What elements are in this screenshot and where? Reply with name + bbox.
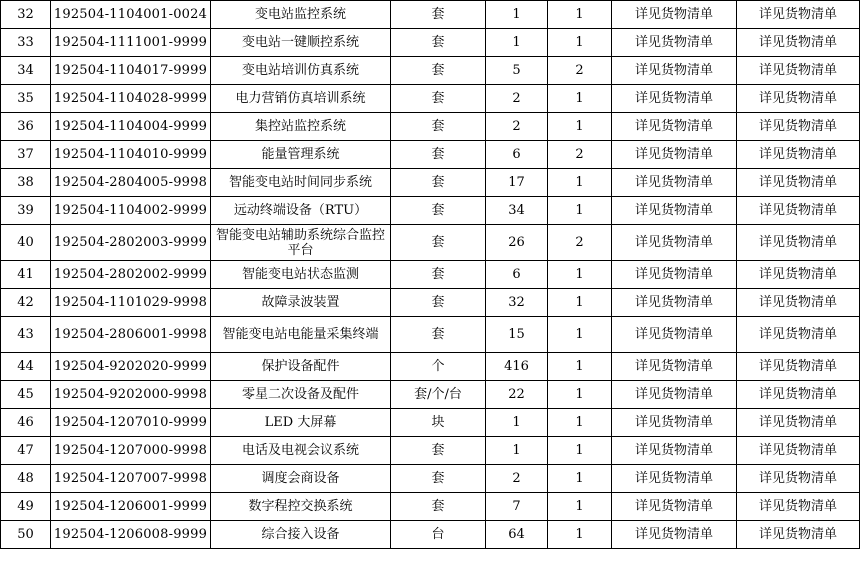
quantity-cell: 15 [486,317,548,353]
table-row [1,85,860,113]
note-ref-cell: 详见货物清单 [737,381,860,409]
row-number-cell: 41 [1,261,51,289]
spec-ref-cell: 详见货物清单 [612,141,737,169]
quantity-cell: 2 [486,85,548,113]
quantity-cell: 17 [486,169,548,197]
item-name-cell: 电话及电视会议系统 [211,437,391,465]
quantity-cell: 64 [486,521,548,549]
quantity-cell: 2 [486,465,548,493]
package-cell: 1 [548,261,612,289]
spec-ref-cell: 详见货物清单 [612,85,737,113]
table-row [1,465,860,493]
note-ref-cell: 详见货物清单 [737,197,860,225]
item-code-cell: 192504-1104010-9999 [51,141,211,169]
item-name-cell: 电力营销仿真培训系统 [211,85,391,113]
table-row [1,29,860,57]
package-cell: 1 [548,169,612,197]
note-ref-cell: 详见货物清单 [737,289,860,317]
unit-cell: 套 [391,57,486,85]
unit-cell: 套/个/台 [391,381,486,409]
note-ref-cell: 详见货物清单 [737,57,860,85]
table-row [1,437,860,465]
unit-cell: 套 [391,437,486,465]
spec-ref-cell: 详见货物清单 [612,437,737,465]
package-cell: 1 [548,381,612,409]
item-name-cell: 远动终端设备（RTU） [211,197,391,225]
row-number-cell: 49 [1,493,51,521]
note-ref-cell: 详见货物清单 [737,409,860,437]
note-ref-cell: 详见货物清单 [737,317,860,353]
row-number-cell: 37 [1,141,51,169]
quantity-cell: 6 [486,141,548,169]
note-ref-cell: 详见货物清单 [737,113,860,141]
item-code-cell: 192504-1206008-9999 [51,521,211,549]
unit-cell: 个 [391,353,486,381]
quantity-cell: 1 [486,409,548,437]
package-cell: 1 [548,409,612,437]
unit-cell: 套 [391,113,486,141]
spec-ref-cell: 详见货物清单 [612,289,737,317]
item-name-cell: 变电站一键顺控系统 [211,29,391,57]
item-name-cell: 智能变电站电能量采集终端 [211,317,391,353]
item-code-cell: 192504-1104017-9999 [51,57,211,85]
spec-ref-cell: 详见货物清单 [612,197,737,225]
table-body [1,1,860,549]
table-row [1,57,860,85]
package-cell: 2 [548,141,612,169]
table-row [1,317,860,353]
package-cell: 1 [548,29,612,57]
item-code-cell: 192504-2806001-9998 [51,317,211,353]
item-code-cell: 192504-1111001-9999 [51,29,211,57]
note-ref-cell: 详见货物清单 [737,1,860,29]
spec-ref-cell: 详见货物清单 [612,113,737,141]
row-number-cell: 33 [1,29,51,57]
spec-ref-cell: 详见货物清单 [612,169,737,197]
package-cell: 1 [548,493,612,521]
quantity-cell: 26 [486,225,548,261]
item-code-cell: 192504-1104004-9999 [51,113,211,141]
unit-cell: 套 [391,29,486,57]
item-name-cell: 零星二次设备及配件 [211,381,391,409]
item-code-cell: 192504-1207000-9998 [51,437,211,465]
note-ref-cell: 详见货物清单 [737,29,860,57]
item-name-cell: 智能变电站辅助系统综合监控平台 [211,225,391,261]
package-cell: 1 [548,317,612,353]
spec-ref-cell: 详见货物清单 [612,317,737,353]
package-cell: 1 [548,85,612,113]
item-name-cell: 变电站培训仿真系统 [211,57,391,85]
table-row [1,353,860,381]
spec-ref-cell: 详见货物清单 [612,381,737,409]
note-ref-cell: 详见货物清单 [737,225,860,261]
package-cell: 1 [548,1,612,29]
item-code-cell: 192504-9202020-9999 [51,353,211,381]
table-row [1,1,860,29]
row-number-cell: 43 [1,317,51,353]
unit-cell: 套 [391,465,486,493]
quantity-cell: 1 [486,1,548,29]
unit-cell: 套 [391,317,486,353]
note-ref-cell: 详见货物清单 [737,141,860,169]
unit-cell: 套 [391,141,486,169]
unit-cell: 套 [391,169,486,197]
row-number-cell: 44 [1,353,51,381]
row-number-cell: 42 [1,289,51,317]
note-ref-cell: 详见货物清单 [737,437,860,465]
row-number-cell: 36 [1,113,51,141]
item-code-cell: 192504-2802003-9999 [51,225,211,261]
table-row [1,261,860,289]
row-number-cell: 47 [1,437,51,465]
item-code-cell: 192504-1104002-9999 [51,197,211,225]
item-name-cell: 数字程控交换系统 [211,493,391,521]
unit-cell: 套 [391,1,486,29]
item-code-cell: 192504-9202000-9998 [51,381,211,409]
unit-cell: 套 [391,225,486,261]
table-row [1,493,860,521]
item-name-cell: 变电站监控系统 [211,1,391,29]
spec-ref-cell: 详见货物清单 [612,57,737,85]
unit-cell: 套 [391,261,486,289]
unit-cell: 块 [391,409,486,437]
table-row [1,409,860,437]
quantity-cell: 416 [486,353,548,381]
quantity-cell: 22 [486,381,548,409]
note-ref-cell: 详见货物清单 [737,169,860,197]
item-name-cell: 综合接入设备 [211,521,391,549]
note-ref-cell: 详见货物清单 [737,465,860,493]
table-row [1,289,860,317]
table-row [1,141,860,169]
quantity-cell: 32 [486,289,548,317]
item-name-cell: 集控站监控系统 [211,113,391,141]
quantity-cell: 5 [486,57,548,85]
package-cell: 1 [548,437,612,465]
row-number-cell: 35 [1,85,51,113]
note-ref-cell: 详见货物清单 [737,261,860,289]
item-name-cell: 智能变电站状态监测 [211,261,391,289]
package-cell: 1 [548,521,612,549]
item-name-cell: 能量管理系统 [211,141,391,169]
item-name-cell: 保护设备配件 [211,353,391,381]
spec-ref-cell: 详见货物清单 [612,29,737,57]
package-cell: 2 [548,57,612,85]
table-row [1,521,860,549]
table-row [1,197,860,225]
package-cell: 1 [548,353,612,381]
row-number-cell: 39 [1,197,51,225]
item-code-cell: 192504-1206001-9999 [51,493,211,521]
row-number-cell: 32 [1,1,51,29]
spec-ref-cell: 详见货物清单 [612,261,737,289]
package-cell: 1 [548,197,612,225]
package-cell: 1 [548,289,612,317]
quantity-cell: 2 [486,113,548,141]
quantity-cell: 1 [486,29,548,57]
note-ref-cell: 详见货物清单 [737,493,860,521]
row-number-cell: 40 [1,225,51,261]
row-number-cell: 46 [1,409,51,437]
row-number-cell: 38 [1,169,51,197]
quantity-cell: 34 [486,197,548,225]
table-row [1,225,860,261]
unit-cell: 套 [391,85,486,113]
note-ref-cell: 详见货物清单 [737,85,860,113]
item-code-cell: 192504-1207010-9999 [51,409,211,437]
unit-cell: 台 [391,521,486,549]
table-row [1,381,860,409]
item-name-cell: 故障录波装置 [211,289,391,317]
row-number-cell: 48 [1,465,51,493]
spec-ref-cell: 详见货物清单 [612,353,737,381]
row-number-cell: 34 [1,57,51,85]
quantity-cell: 1 [486,437,548,465]
item-code-cell: 192504-1104001-0024 [51,1,211,29]
row-number-cell: 50 [1,521,51,549]
item-code-cell: 192504-1207007-9998 [51,465,211,493]
package-cell: 1 [548,113,612,141]
quantity-cell: 7 [486,493,548,521]
item-name-cell: 智能变电站时间同步系统 [211,169,391,197]
item-code-cell: 192504-2804005-9998 [51,169,211,197]
item-code-cell: 192504-1101029-9998 [51,289,211,317]
spec-ref-cell: 详见货物清单 [612,1,737,29]
item-code-cell: 192504-1104028-9999 [51,85,211,113]
table-row [1,169,860,197]
spec-ref-cell: 详见货物清单 [612,493,737,521]
spec-ref-cell: 详见货物清单 [612,465,737,493]
note-ref-cell: 详见货物清单 [737,353,860,381]
table-row [1,113,860,141]
unit-cell: 套 [391,493,486,521]
note-ref-cell: 详见货物清单 [737,521,860,549]
package-cell: 2 [548,225,612,261]
spec-ref-cell: 详见货物清单 [612,225,737,261]
spec-ref-cell: 详见货物清单 [612,521,737,549]
item-name-cell: LED 大屏幕 [211,409,391,437]
row-number-cell: 45 [1,381,51,409]
item-code-cell: 192504-2802002-9999 [51,261,211,289]
quantity-cell: 6 [486,261,548,289]
package-cell: 1 [548,465,612,493]
item-name-cell: 调度会商设备 [211,465,391,493]
spec-ref-cell: 详见货物清单 [612,409,737,437]
unit-cell: 套 [391,197,486,225]
unit-cell: 套 [391,289,486,317]
